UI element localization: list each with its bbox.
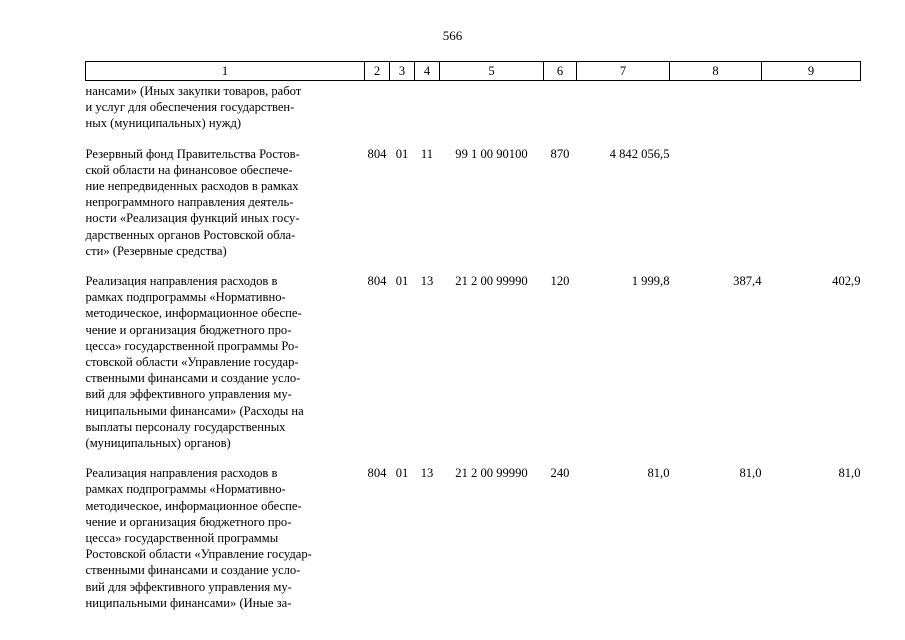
row-amount-year3 [762, 132, 861, 259]
column-header-2: 2 [365, 62, 390, 81]
table-header [86, 62, 861, 81]
table-row [86, 132, 861, 259]
row-section-code: 01 [395, 466, 409, 481]
page-number: 566 [442, 28, 463, 43]
column-header-7: 7 [577, 62, 670, 81]
row-subsection-code: 13 [420, 466, 434, 481]
row-expense-type: 240 [550, 466, 570, 481]
row-expense-type: 120 [550, 274, 570, 289]
row-description: Резервный фонд Правительства Ростов- ской области на финансовое обеспече- ние непредвиденных расходов в рамках непрограммного направления деятель- ности «Реализация функций иных госу- дарственных органов Ростовской обла- сти» (Резервные средства) [85, 146, 300, 258]
row-amount-year1 [577, 81, 670, 132]
column-header-9: 9 [762, 62, 861, 81]
row-description: Реализация направления расходов в рамках подпрограммы «Нормативно- методическое, информационное обеспе- чение и организация бюджетного про- цесса» государственной программы Ростовской области «Управление государ- ственными финансами и создание усло- вий для эффективного управления му- ниципальными финансами» (Иные за- [85, 466, 312, 610]
row-description: Реализация направления расходов в рамках подпрограммы «Нормативно- методическое, информационное обеспе- чение и организация бюджетного про- цесса» государственной программы Ро- стовской области «Управление государ- ственными финансами и создание усло- вий для эффективного управления му- ниципальными финансами» (Расходы на выплаты персоналу государственных (муниципальных) органов) [85, 274, 304, 451]
row-expense-type [544, 81, 577, 132]
row-amount-year3: 81,0 [838, 466, 861, 481]
column-header-5: 5 [440, 62, 544, 81]
row-amount-year2 [670, 81, 762, 132]
row-ministry-code: 804 [367, 146, 387, 161]
row-target-article: 99 1 00 90100 [455, 146, 528, 161]
row-target-article: 21 2 00 99990 [455, 466, 528, 481]
row-amount-year1: 81,0 [647, 466, 670, 481]
row-ministry-code [365, 81, 390, 132]
row-amount-year2: 387,4 [733, 274, 762, 289]
column-header-6: 6 [544, 62, 577, 81]
row-section-code [390, 81, 415, 132]
table-row [86, 451, 861, 611]
row-amount-year3 [762, 81, 861, 132]
column-header-3: 3 [390, 62, 415, 81]
column-header-8: 8 [670, 62, 762, 81]
table-row [86, 81, 861, 132]
row-ministry-code: 804 [367, 274, 387, 289]
table-body [86, 81, 861, 612]
row-section-code: 01 [395, 274, 409, 289]
budget-table [85, 61, 861, 611]
row-target-article [440, 81, 544, 132]
row-amount-year1: 1 999,8 [631, 274, 670, 289]
column-header-1: 1 [86, 62, 365, 81]
row-subsection-code: 13 [420, 274, 434, 289]
row-amount-year2 [670, 132, 762, 259]
row-target-article: 21 2 00 99990 [455, 274, 528, 289]
table-row [86, 259, 861, 451]
row-section-code: 01 [395, 146, 409, 161]
row-description: нансами» (Иных закупки товаров, работ и услуг для обеспечения государствен- ных (муниципальных) нужд) [85, 84, 302, 131]
column-header-4: 4 [415, 62, 440, 81]
row-ministry-code: 804 [367, 466, 387, 481]
row-amount-year3: 402,9 [832, 274, 861, 289]
row-subsection-code: 11 [420, 146, 434, 161]
row-expense-type: 870 [550, 146, 570, 161]
row-amount-year2: 81,0 [739, 466, 762, 481]
row-subsection-code [415, 81, 440, 132]
row-amount-year1: 4 842 056,5 [609, 146, 670, 161]
